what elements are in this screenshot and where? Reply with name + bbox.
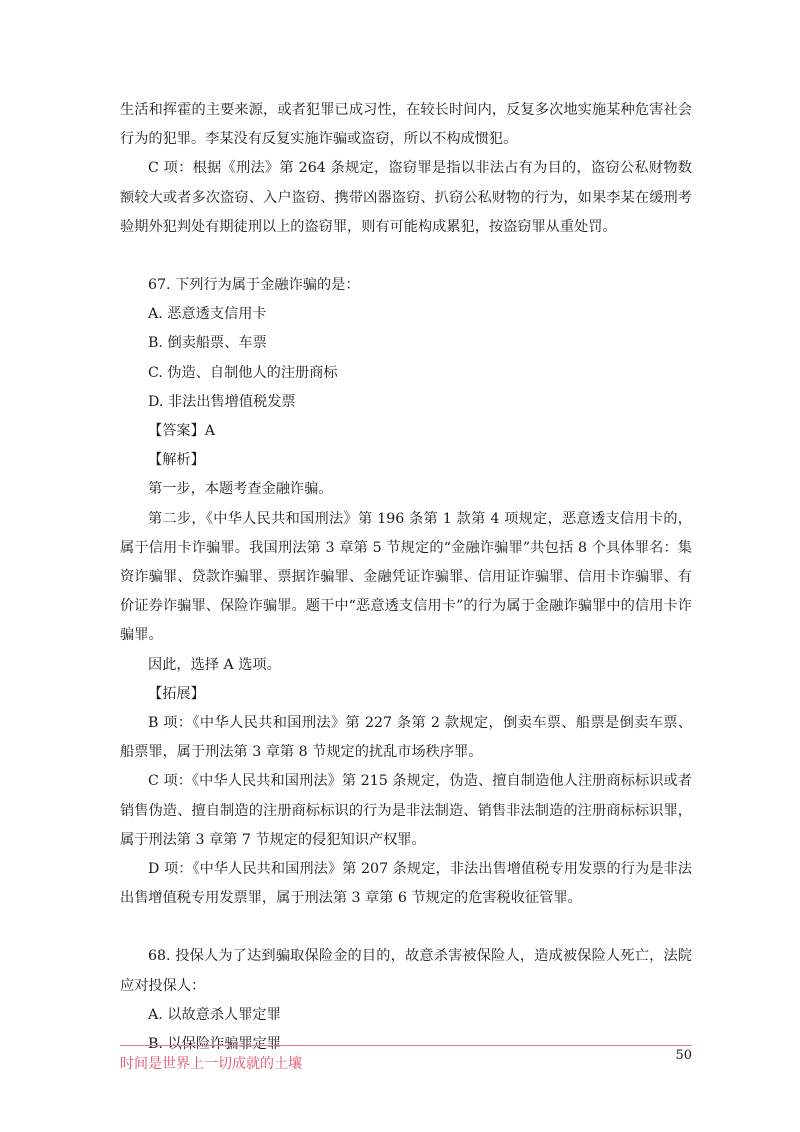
option-a: A. 以故意杀人罪定罪 [148,1006,281,1023]
extension-option-d: D 项：《中华人民共和国刑法》第 207 条规定，非法出售增值税专用发票的行为是非法出售增值税专用发票罪，属于刑法第 3 章第 6 节规定的危害税收征管罪。 [120,861,692,907]
analysis-step-2: 第二步，《中华人民共和国刑法》第 196 条第 1 款第 4 项规定，恶意透支信用卡的，属于信用卡诈骗罪。我国刑法第 3 章第 5 节规定的“金融诈骗罪”共包括 8 个具体罪名：集资诈骗罪、贷款诈骗罪、票据诈骗罪、金融凭证诈骗罪、信用证诈骗罪、信用卡诈骗罪、有价证券诈骗罪、保险诈骗罪。题干中“恶意透支信用卡”的行为属于金融诈骗罪中的信用卡诈骗罪。 [120,510,692,644]
question-68 [120,942,692,1059]
option-b: B. 以保险诈骗罪定罪 [148,1036,281,1053]
extension-option-b: B 项：《中华人民共和国刑法》第 227 条第 2 款规定，倒卖车票、船票是倒卖车票、船票罪，属于刑法第 3 章第 8 节规定的扰乱市场秩序罪。 [120,715,692,761]
page-body [120,96,692,1059]
analysis-step-1: 第一步，本题考查金融诈骗。 [148,481,333,498]
analysis-conclusion: 因此，选择 A 选项。 [148,656,281,673]
question-stem: 67. 下列行为属于金融诈骗的是： [148,277,360,294]
footer-divider [120,1045,692,1046]
paragraph-continued: 生活和挥霍的主要来源，或者犯罪已成习性，在较长时间内，反复多次地实施某种危害社会行为的犯罪。李某没有反复实施诈骗或盗窃，所以不构成惯犯。 [120,102,692,148]
paragraph-option-c-explanation: C 项：根据《刑法》第 264 条规定，盗窃罪是指以非法占有为目的，盗窃公私财物数额较大或者多次盗窃、入户盗窃、携带凶器盗窃、扒窃公私财物的行为，如果李某在缓刑考验期外犯判处有期徒刑以上的盗窃罪，则有可能构成累犯，按盗窃罪从重处罚。 [120,160,692,235]
spacer [120,913,692,942]
option-b: B. 倒卖船票、车票 [148,335,267,352]
footer-motto: 时间是世界上一切成就的土壤 [120,1056,302,1072]
question-67 [120,271,692,913]
question-stem: 68. 投保人为了达到骗取保险金的目的，故意杀害被保险人，造成被保险人死亡，法院应对投保人： [120,948,692,994]
analysis-heading: 【解析】 [148,452,205,469]
option-d: D. 非法出售增值税发票 [148,393,296,410]
spacer [120,242,692,271]
option-a: A. 恶意透支信用卡 [148,306,267,323]
extension-option-c: C 项：《中华人民共和国刑法》第 215 条规定，伪造、擅自制造他人注册商标标识或者销售伪造、擅自制造的注册商标标识的行为是非法制造、销售非法制造的注册商标标识罪，属于刑法第 3 章第 7 节规定的侵犯知识产权罪。 [120,773,692,848]
page-number: 50 [675,1048,692,1063]
extension-heading: 【拓展】 [148,685,205,702]
answer-label: 【答案】A [148,423,215,440]
option-c: C. 伪造、自制他人的注册商标 [148,364,338,381]
